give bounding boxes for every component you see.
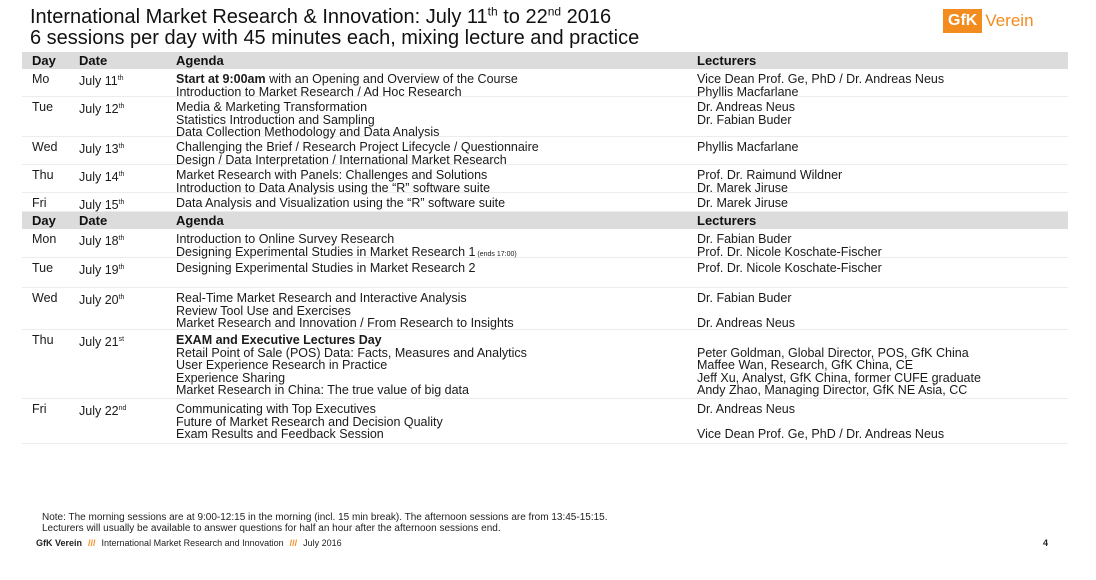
- date-suffix: th: [118, 171, 125, 178]
- slide-footer: [36, 538, 342, 548]
- date-cell: [79, 165, 176, 192]
- date-text: July 21: [79, 335, 119, 350]
- schedule-row: [22, 97, 1068, 137]
- date-cell: [79, 330, 176, 398]
- agenda-cell: [176, 399, 697, 443]
- lecturers-cell: [697, 288, 1068, 329]
- lecturer-line: Prof. Dr. Raimund Wildner: [697, 168, 843, 182]
- footer-date: July 2016: [303, 538, 342, 548]
- date-text: July 19: [79, 263, 119, 278]
- date-suffix: th: [118, 294, 125, 301]
- lecturer-line: Dr. Andreas Neus: [697, 316, 795, 330]
- agenda-cell: [176, 69, 697, 99]
- lecturer-line: Dr. Fabian Buder: [697, 112, 792, 127]
- lecturer-line: Dr. Marek Jiruse: [697, 196, 788, 210]
- agenda-cell: [176, 97, 697, 139]
- day-cell: Mon: [32, 232, 57, 246]
- agenda-text: Retail Point of Sale (POS) Data: Facts, Measures and Analytics: [176, 345, 527, 360]
- lecturers-cell: [697, 69, 1068, 99]
- schedule-row: [22, 69, 1068, 97]
- agenda-text: Design / Data Interpretation / International Market Research: [176, 152, 507, 167]
- day-cell: Thu: [32, 168, 54, 182]
- agenda-text: Statistics Introduction and Sampling: [176, 112, 375, 127]
- agenda-text: Market Research and Innovation / From Research to Insights: [176, 316, 514, 330]
- date-cell: [79, 97, 176, 136]
- date-suffix: th: [118, 143, 125, 150]
- title-line-1: International Market Research & Innovation: July 11th to 22nd 2016: [30, 4, 612, 28]
- lecturers-cell: [697, 258, 1068, 287]
- day-cell: Mo: [32, 72, 50, 86]
- lecturer-line: Prof. Dr. Nicole Koschate-Fischer: [697, 244, 882, 259]
- schedule-row: [22, 288, 1068, 330]
- agenda-text: Introduction to Data Analysis using the “R” software suite: [176, 180, 491, 195]
- date-suffix: nd: [118, 405, 127, 412]
- agenda-text: Challenging the Brief / Research Project Lifecycle / Questionnaire: [176, 140, 539, 154]
- schedule-row: [22, 165, 1068, 193]
- agenda-line: [176, 262, 697, 275]
- header-date: Date: [79, 213, 108, 228]
- header-date: Date: [79, 53, 108, 68]
- agenda-text: Designing Experimental Studies in Market Research 2: [176, 261, 476, 275]
- schedule-row: [22, 330, 1068, 399]
- agenda-bold: EXAM and Executive Lectures Day: [176, 333, 382, 347]
- agenda-text: Media & Marketing Transformation: [176, 100, 368, 114]
- agenda-text: with an Opening and Overview of the Course: [265, 72, 518, 86]
- day-cell: Thu: [32, 333, 54, 347]
- date-suffix: th: [118, 235, 125, 242]
- agenda-text: Communicating with Top Executives: [176, 402, 376, 416]
- lecturers-cell: [697, 137, 1068, 164]
- date-suffix: th: [118, 264, 125, 271]
- header-day: Day: [32, 213, 56, 228]
- lecturer-line: Andy Zhao, Managing Director, GfK NE Asia, CC: [697, 383, 968, 397]
- agenda-cell: [176, 193, 697, 211]
- agenda-text: Review Tool Use and Exercises: [176, 303, 351, 318]
- day-cell: Wed: [32, 140, 58, 154]
- footer-brand: GfK Verein: [36, 538, 83, 548]
- week1-rows: [22, 69, 1068, 212]
- agenda-text: Data Collection Methodology and Data Analysis: [176, 125, 440, 139]
- agenda-cell: [176, 258, 697, 287]
- date-text: July 22: [79, 404, 119, 419]
- page-number: 4: [1043, 538, 1049, 548]
- date-cell: [79, 288, 176, 329]
- footer-separator: ///: [88, 538, 96, 548]
- date-text: July 14: [79, 170, 119, 185]
- date-text: July 11: [79, 74, 118, 89]
- date-cell: [79, 69, 176, 96]
- day-cell: Tue: [32, 261, 54, 275]
- date-suffix: st: [118, 336, 125, 343]
- date-text: July 15: [79, 198, 119, 213]
- agenda-text: Market Research in China: The true value of big data: [176, 383, 469, 397]
- lecturer-line: Dr. Andreas Neus: [697, 100, 795, 114]
- lecturers-cell: [697, 399, 1068, 443]
- agenda-cell: [176, 229, 697, 257]
- day-cell: Tue: [32, 100, 54, 114]
- agenda-line: [176, 275, 697, 288]
- schedule-row: [22, 258, 1068, 288]
- schedule-row: [22, 229, 1068, 258]
- date-cell: [79, 258, 176, 287]
- schedule-row: [22, 193, 1068, 212]
- lecturer-line: Vice Dean Prof. Ge, PhD / Dr. Andreas Neus: [697, 427, 945, 441]
- agenda-text: Introduction to Online Survey Research: [176, 232, 395, 246]
- agenda-line: [176, 384, 697, 397]
- date-text: July 20: [79, 293, 119, 308]
- agenda-line: [176, 246, 697, 259]
- schedule-note: [42, 512, 608, 534]
- day-cell: Fri: [32, 402, 47, 416]
- date-suffix: th: [117, 75, 124, 82]
- note-line-1: Note: The morning sessions are at 9:00-12:15 in the morning (incl. 15 min break). The afternoon sessions are from 13:45-15:15.: [42, 512, 608, 523]
- agenda-cell: [176, 330, 697, 398]
- lecturers-cell: [697, 330, 1068, 398]
- slide-title: [30, 4, 910, 49]
- title-line-2: 6 sessions per day with 45 minutes each, mixing lecture and practice: [30, 27, 640, 49]
- agenda-text: Future of Market Research and Decision Quality: [176, 414, 443, 429]
- footer-separator: ///: [289, 538, 298, 548]
- date-suffix: th: [118, 103, 125, 110]
- schedule-row: [22, 137, 1068, 165]
- agenda-text: Introduction to Market Research / Ad Hoc Research: [176, 84, 462, 99]
- agenda-note: (ends 17:00): [475, 250, 517, 258]
- lecturer-line: Phyllis Macfarlane: [697, 84, 799, 99]
- date-suffix: th: [118, 199, 125, 206]
- footer-course: International Market Research and Innovation: [101, 538, 284, 548]
- lecturer-line: Maffee Wan, Research, GfK China, CE: [697, 358, 914, 372]
- lecturers-cell: [697, 97, 1068, 136]
- schedule-row: [22, 399, 1068, 444]
- logo-mark: GfK: [943, 9, 982, 33]
- lecturers-cell: [697, 229, 1068, 257]
- agenda-text: Experience Sharing: [176, 370, 286, 385]
- header-day: Day: [32, 53, 56, 68]
- agenda-line: [176, 317, 697, 330]
- gfk-verein-logo: [943, 9, 1034, 33]
- agenda-text: Data Analysis and Visualization using the “R” software suite: [176, 196, 506, 210]
- header-lecturers: Lecturers: [697, 53, 757, 68]
- header-lecturers: Lecturers: [697, 213, 757, 228]
- lecturer-line: Prof. Dr. Nicole Koschate-Fischer: [697, 261, 882, 275]
- lecturer-line: Jeff Xu, Analyst, GfK China, former CUFE graduate: [697, 370, 981, 385]
- date-cell: [79, 137, 176, 164]
- agenda-text: User Experience Research in Practice: [176, 358, 388, 372]
- table-header-week2: [22, 212, 1068, 229]
- week2-rows: [22, 229, 1068, 444]
- lecturer-line: Dr. Fabian Buder: [697, 232, 792, 246]
- agenda-text: Exam Results and Feedback Session: [176, 427, 384, 441]
- date-cell: [79, 399, 176, 443]
- header-agenda: Agenda: [176, 213, 224, 228]
- date-cell: [79, 193, 176, 211]
- day-cell: Fri: [32, 196, 47, 210]
- agenda-text: Real-Time Market Research and Interactive Analysis: [176, 291, 467, 305]
- lecturer-line: Phyllis Macfarlane: [697, 140, 799, 154]
- table-header-week1: [22, 52, 1068, 69]
- lecturer-line: [697, 334, 1068, 347]
- agenda-line: [176, 197, 697, 210]
- lecturers-cell: [697, 165, 1068, 195]
- agenda-cell: [176, 288, 697, 329]
- header-agenda: Agenda: [176, 53, 224, 68]
- logo-text: Verein: [985, 11, 1034, 30]
- date-cell: [79, 229, 176, 257]
- day-cell: Wed: [32, 291, 58, 305]
- date-text: July 12: [79, 102, 119, 117]
- date-text: July 18: [79, 234, 119, 249]
- agenda-text: Market Research with Panels: Challenges and Solutions: [176, 168, 488, 182]
- agenda-cell: [176, 137, 697, 167]
- agenda-bold: Start at 9:00am: [176, 72, 266, 86]
- lecturer-line: Dr. Fabian Buder: [697, 291, 792, 305]
- lecturer-line: Dr. Marek Jiruse: [697, 180, 788, 195]
- lecturer-line: Peter Goldman, Global Director, POS, GfK China: [697, 345, 969, 360]
- lecturer-line: Vice Dean Prof. Ge, PhD / Dr. Andreas Neus: [697, 72, 945, 86]
- agenda-text: Designing Experimental Studies in Market Research 1: [176, 244, 476, 259]
- agenda-line: [176, 428, 697, 441]
- schedule-table: [22, 52, 1068, 444]
- lecturers-cell: [697, 193, 1068, 211]
- agenda-cell: [176, 165, 697, 195]
- lecturer-line: Dr. Andreas Neus: [697, 402, 795, 416]
- date-text: July 13: [79, 142, 119, 157]
- note-line-2: Lecturers will usually be available to answer questions for half an hour after the afternoon sessions end.: [42, 523, 501, 534]
